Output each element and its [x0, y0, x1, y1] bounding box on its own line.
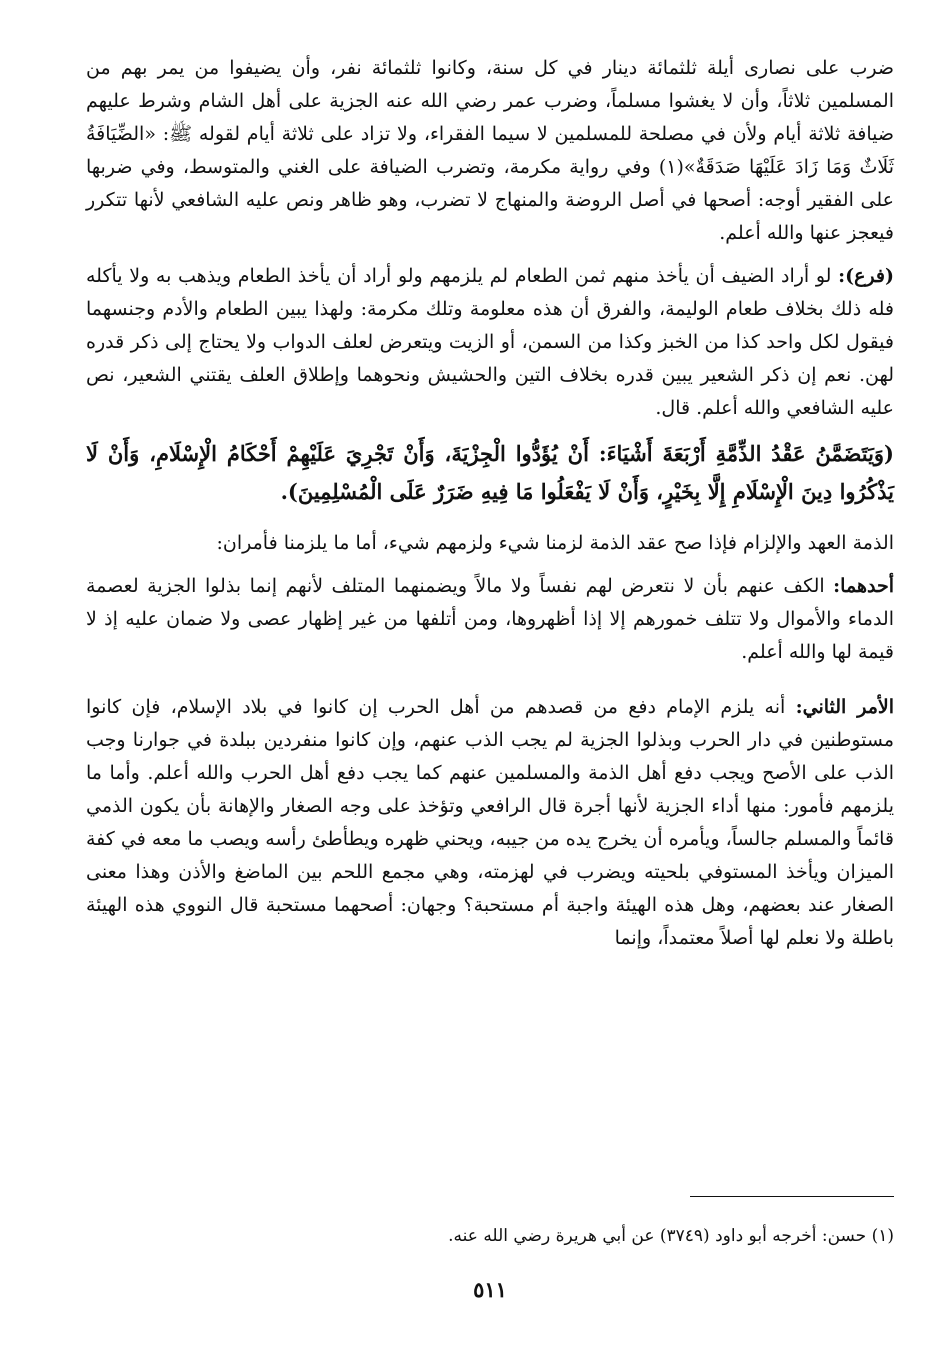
second-matter-heading: الأمر الثاني:: [795, 696, 894, 718]
far-body: لو أراد الضيف أن يأخذ منهم ثمن الطعام لم يلزمهم ولو أراد أن يأخذ الطعام ويذهب به ولا يأكله فله ذلك بخلاف طعام الوليمة، والفرق أن هذه معلومة وتلك مكرمة: ولهذا يبين الطعام والأدم وجنسهما فيقول لكل واحد كذا من الخبز وكذا من السمن، أو الزيت ويتعرض لعلف الدواب ولا يحتاج إلى ذكر قدره لهن. نعم إن ذكر الشعير يبين قدره بخلاف التين والحشيش ونحوهما وإطلاق العلف يقتني الشعير، نص عليه الشافعي والله أعلم. قال.: [86, 265, 894, 419]
matn-text: (وَيَتَضَمَّنُ عَقْدُ الذِّمَّةِ أَرْبَعَةَ أَشْيَاءَ: أَنْ يُؤَدُّوا الْجِزْيَةَ، وَأَنْ تَجْرِيَ عَلَيْهِمْ أَحْكَامُ الْإِسْلَامِ، وَأَنْ لَا يَذْكُرُوا دِينَ الْإِسْلَامِ إِلَّا بِخَيْرٍ، وَأَنْ لَا يَفْعَلُوا مَا فِيهِ ضَرَرٌ عَلَى الْمُسْلِمِينَ).: [86, 441, 894, 504]
paragraph-jizya-hospitality: ضرب على نصارى أيلة ثلثمائة دينار في كل سنة، وكانوا ثلثمائة نفر، وأن يضيفوا من يمر بهم من المسلمين ثلاثاً، وأن لا يغشوا مسلماً، وضرب عمر رضي الله عنه الجزية على أهل الشام وشرط عليهم ضيافة ثلاثة أيام ولأن في مصلحة للمسلمين لا سيما الفقراء، ولا تزاد على ثلاثة أيام لقوله ﷺ: «الضِّيَافَةُ ثَلَاثٌ وَمَا زَادَ عَلَيْهَا صَدَقَةٌ»(١) وفي رواية مكرمة، وتضرب الضيافة على الغني والمتوسط، وفي ضربها على الفقير أوجه: أصحها في أصل الروضة والمنهاج لا تضرب، وهو ظاهر ونص عليه الشافعي لأنها تتكرر فيعجز عنها والله أعلم.: [86, 57, 894, 244]
paragraph-far: [86, 260, 894, 425]
paragraph-second-matter: [86, 691, 894, 955]
first-matter-heading: أحدهما:: [833, 575, 894, 597]
footnote: (١) حسن: أخرجه أبو داود (٣٧٤٩) عن أبي هريرة رضي الله عنه.: [448, 1226, 894, 1246]
far-heading: (فرع):: [838, 265, 894, 287]
second-matter-body: أنه يلزم الإمام دفع من قصدهم من أهل الحرب إن كانوا في بلاد الإسلام، فإن كانوا مستوطنين في دار الحرب وبذلوا الجزية لم يجب الذب عنهم، وإن كانوا منفردين ببلدة في جوارنا وجب الذب على الأصح ويجب دفع أهل الذمة والمسلمين عنهم كما يجب دفع أهل الحرب والله أعلم. وأما ما يلزمهم فأمور: منها أداء الجزية لأنها أجرة قال الرافعي وتؤخذ على وجه الصغار والإهانة بأن يكون الذمي قائماً والمسلم جالساً، ويأمره أن يخرج يده من جيبه، ويحني ظهره ويطأطئ رأسه ويصب ما معه في كفة الميزان ويأخذ المستوفي بلحيته ويضرب في لهزمته، وهي مجمع اللحم بين الماضغ والأذن وهذا معنى الصغار عند بعضهم، وهل هذه الهيئة واجبة أم مستحبة؟ وجهان: أصحهما مستحبة قال النووي هذه الهيئة باطلة ولا نعلم لها أصلاً معتمداً، وإنما: [86, 696, 894, 949]
footnote-divider: [690, 1196, 894, 1197]
book-page: [86, 52, 894, 1348]
first-matter-body: الكف عنهم بأن لا نتعرض لهم نفساً ولا مالاً ويضمنهما المتلف لأنهم إنما بذلوا الجزية لعصمة الدماء والأموال ولا تتلف خمورهم إلا إذا أظهروها، ومن أتلفها من غير إظهار عصى ولا ضمان عليه إذ لا قيمة لها والله أعلم.: [86, 575, 894, 663]
paragraph-dhimma-definition: الذمة العهد والإلزام فإذا صح عقد الذمة لزمنا شيء ولزمهم شيء، أما ما يلزمنا فأمران:: [216, 532, 894, 554]
page-number: ٥١١: [473, 1277, 507, 1302]
paragraph-first-matter: [86, 570, 894, 669]
